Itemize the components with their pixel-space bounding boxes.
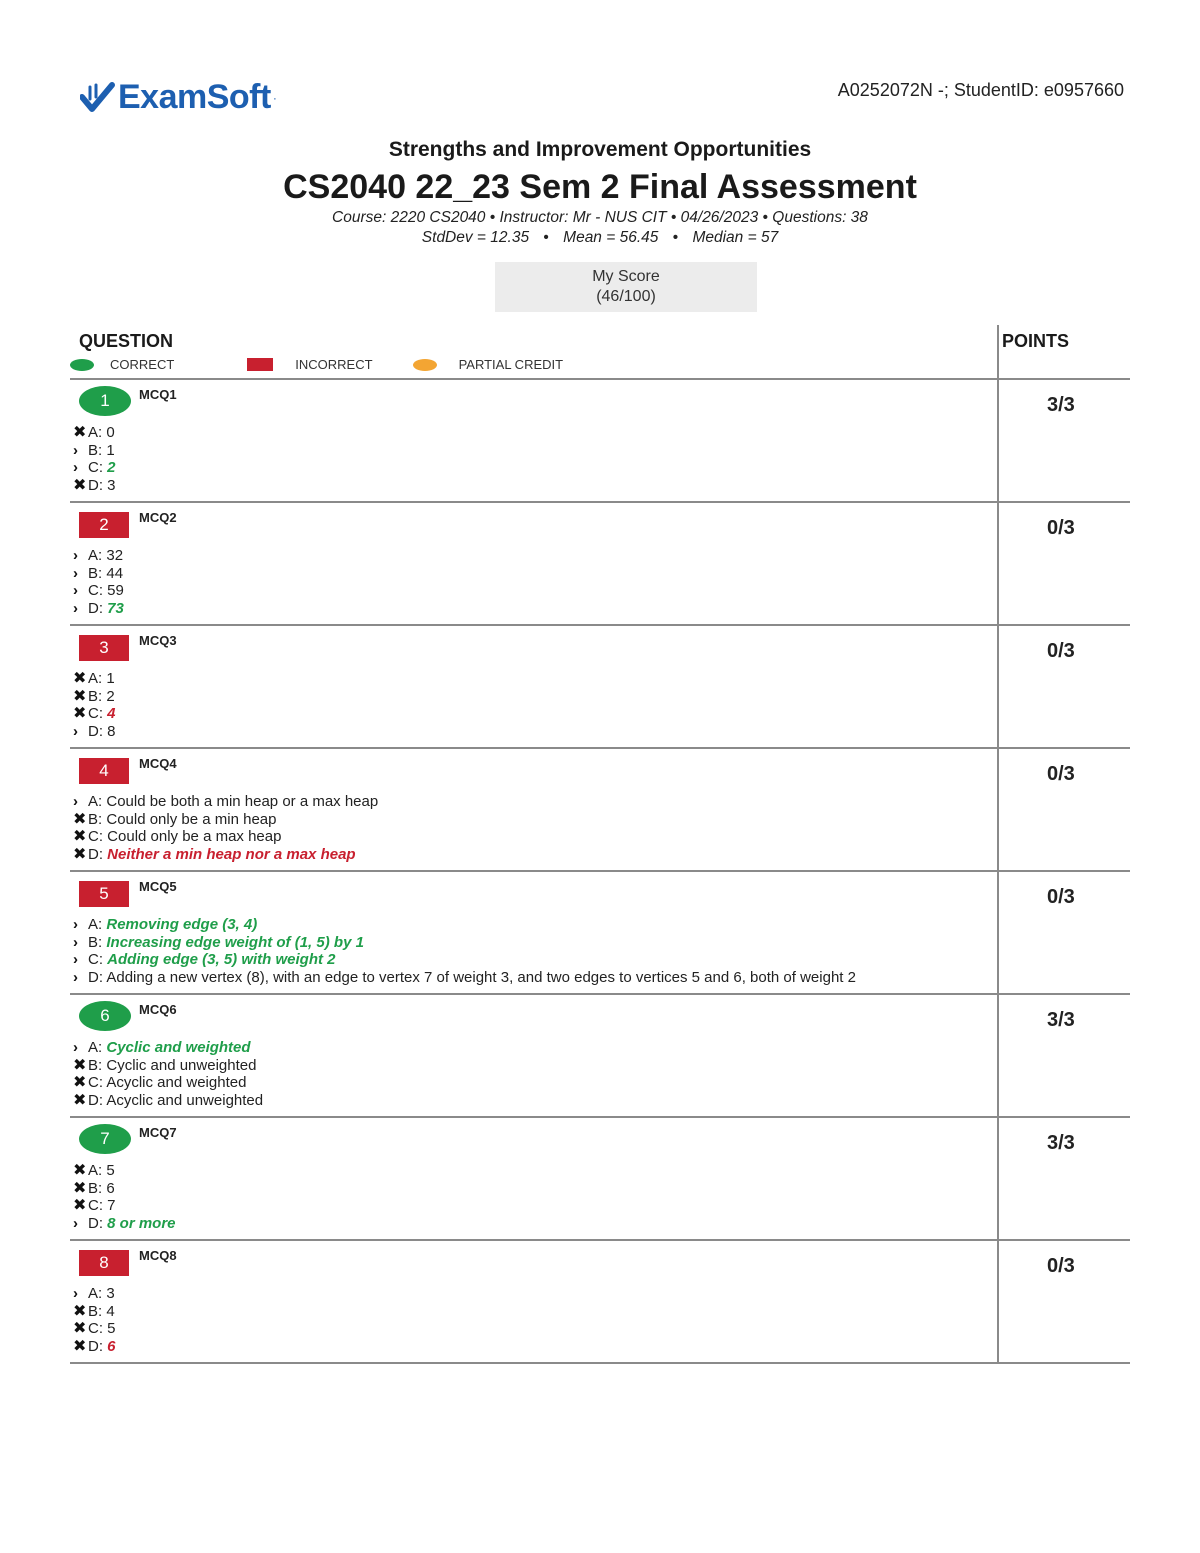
cross-mark-icon: ✖ — [73, 1162, 87, 1179]
chevron-right-icon: › — [73, 951, 78, 969]
exam-date: 04/26/2023 — [680, 209, 759, 226]
mean: Mean = 56.45 — [563, 229, 659, 246]
option-text-highlighted: 8 or more — [107, 1215, 176, 1233]
option-text-highlighted: 2 — [107, 459, 116, 477]
cross-mark-icon: ✖ — [73, 1338, 87, 1356]
option-letter: A: — [88, 1039, 103, 1056]
student-id: A0252072N -; StudentID: e0957660 — [837, 80, 1124, 100]
option-letter: A: — [88, 1285, 103, 1302]
question-name: MCQ8 — [139, 1248, 177, 1263]
option-text: 44 — [106, 564, 124, 582]
answer-option — [73, 846, 378, 864]
cross-mark-icon: ✖ — [73, 1197, 87, 1215]
correct-legend-swatch — [70, 359, 94, 371]
incorrect-badge: 2 — [79, 512, 129, 538]
option-letter: C: — [88, 1197, 103, 1215]
question-count: Questions: 38 — [772, 209, 868, 226]
option-text: Could only be a max heap — [107, 828, 282, 846]
answer-options — [73, 670, 116, 741]
option-letter: D: — [88, 600, 103, 618]
option-text: Adding a new vertex (8), with an edge to vertex 7 of weight 3, and two edges to vertices 5 and 6, both of weight 2 — [106, 969, 856, 987]
answer-option — [73, 1197, 176, 1215]
answer-options — [73, 424, 116, 495]
examsoft-check-icon — [80, 81, 116, 115]
option-text: Could only be a min heap — [106, 810, 277, 828]
question-rows — [70, 380, 1130, 1364]
logo-trademark-dot: · — [272, 90, 277, 105]
answer-options — [73, 547, 124, 618]
option-letter: C: — [88, 1320, 103, 1338]
chevron-right-icon: › — [73, 441, 78, 459]
question-row — [70, 626, 1130, 749]
report-meta-course — [0, 209, 1200, 227]
option-letter: C: — [88, 459, 103, 477]
chevron-right-icon: › — [73, 547, 78, 564]
answer-option — [73, 934, 856, 952]
cross-mark-icon: ✖ — [73, 1320, 87, 1338]
option-text: 8 — [107, 723, 116, 741]
logo-text: ExamSoft — [118, 78, 271, 116]
answer-option — [73, 688, 116, 706]
option-letter: A: — [88, 916, 103, 933]
question-row — [70, 749, 1130, 872]
option-text: 32 — [106, 547, 124, 564]
question-points: 3/3 — [1047, 1009, 1075, 1031]
points-header: POINTS — [1002, 331, 1070, 351]
question-name: MCQ5 — [139, 879, 177, 894]
report-meta-stats — [0, 229, 1200, 247]
option-text: 59 — [107, 582, 124, 600]
correct-legend-label: CORRECT — [110, 357, 175, 372]
bullet: • — [672, 229, 679, 246]
incorrect-badge: 4 — [79, 758, 129, 784]
question-header: QUESTION — [79, 331, 174, 351]
question-name: MCQ4 — [139, 756, 177, 771]
partial-legend-label: PARTIAL CREDIT — [458, 357, 564, 372]
answer-option — [73, 828, 378, 846]
option-text: 6 — [106, 1179, 115, 1197]
option-text: 5 — [107, 1320, 116, 1338]
bullet: • — [670, 209, 677, 226]
question-name: MCQ6 — [139, 1002, 177, 1017]
cross-mark-icon: ✖ — [73, 1056, 87, 1074]
option-letter: B: — [88, 1056, 103, 1074]
question-points: 0/3 — [1047, 640, 1075, 662]
answer-option — [73, 477, 116, 495]
chevron-right-icon: › — [73, 1039, 78, 1056]
option-letter: C: — [88, 1074, 103, 1092]
answer-option — [73, 1162, 176, 1180]
answer-option — [73, 723, 116, 741]
question-points: 0/3 — [1047, 886, 1075, 908]
option-text: 2 — [106, 687, 115, 705]
question-row — [70, 380, 1130, 503]
option-letter: A: — [88, 793, 103, 810]
incorrect-badge: 8 — [79, 1250, 129, 1276]
question-row — [70, 1241, 1130, 1364]
option-letter: C: — [88, 951, 103, 969]
chevron-right-icon: › — [73, 1285, 78, 1302]
option-letter: B: — [88, 687, 103, 705]
answer-options — [73, 1162, 176, 1233]
answer-option — [73, 916, 856, 934]
answer-option — [73, 424, 116, 442]
option-letter: A: — [88, 670, 103, 687]
answer-option — [73, 1338, 116, 1356]
answer-option — [73, 705, 116, 723]
cross-mark-icon: ✖ — [73, 670, 87, 687]
my-score-box — [495, 262, 757, 312]
option-letter: C: — [88, 582, 103, 600]
answer-option — [73, 811, 378, 829]
option-letter: B: — [88, 564, 103, 582]
option-text: Acyclic and weighted — [106, 1074, 247, 1092]
chevron-right-icon: › — [73, 564, 78, 582]
option-letter: D: — [88, 1092, 103, 1110]
chevron-right-icon: › — [73, 933, 78, 951]
my-score-value: (46/100) — [596, 288, 656, 305]
incorrect-badge: 5 — [79, 881, 129, 907]
question-points: 0/3 — [1047, 763, 1075, 785]
option-text: Cyclic and unweighted — [106, 1056, 257, 1074]
option-letter: C: — [88, 705, 103, 723]
incorrect-badge: 3 — [79, 635, 129, 661]
chevron-right-icon: › — [73, 600, 78, 618]
question-name: MCQ3 — [139, 633, 177, 648]
option-letter: C: — [88, 828, 103, 846]
answer-options — [73, 1039, 263, 1110]
answer-option — [73, 1285, 116, 1303]
bullet: • — [489, 209, 496, 226]
option-text: 1 — [106, 441, 115, 459]
option-text: 7 — [107, 1197, 116, 1215]
option-text: Acyclic and unweighted — [106, 1092, 264, 1110]
cross-mark-icon: ✖ — [73, 687, 87, 705]
answer-option — [73, 600, 124, 618]
question-points: 3/3 — [1047, 394, 1075, 416]
option-text-highlighted: 73 — [107, 600, 124, 618]
correct-badge: 7 — [79, 1124, 131, 1154]
option-letter: D: — [88, 477, 103, 495]
report-title: CS2040 22_23 Sem 2 Final Assessment — [283, 168, 917, 206]
cross-mark-icon: ✖ — [73, 1179, 87, 1197]
question-name: MCQ1 — [139, 387, 177, 402]
stddev: StdDev = 12.35 — [421, 229, 530, 246]
option-text-highlighted: 4 — [107, 705, 116, 723]
option-letter: A: — [88, 1162, 103, 1179]
question-name: MCQ2 — [139, 510, 177, 525]
cross-mark-icon: ✖ — [73, 1092, 87, 1110]
answer-option — [73, 1303, 116, 1321]
correct-badge: 6 — [79, 1001, 131, 1031]
option-text-highlighted: Increasing edge weight of (1, 5) by 1 — [106, 933, 364, 951]
chevron-right-icon: › — [73, 1215, 78, 1233]
option-letter: B: — [88, 1179, 103, 1197]
answer-option — [73, 793, 378, 811]
answer-option — [73, 442, 116, 460]
answer-option — [73, 951, 856, 969]
answer-option — [73, 969, 856, 987]
option-text: 4 — [106, 1302, 115, 1320]
report-subtitle: Strengths and Improvement Opportunities — [388, 138, 812, 161]
answer-option — [73, 1092, 263, 1110]
option-text: 3 — [107, 477, 116, 495]
option-text: 0 — [106, 424, 115, 441]
bullet: • — [543, 229, 549, 246]
median: Median = 57 — [692, 229, 779, 246]
answer-options — [73, 916, 856, 987]
question-points: 0/3 — [1047, 1255, 1075, 1277]
option-letter: B: — [88, 1302, 103, 1320]
option-letter: B: — [88, 810, 103, 828]
answer-options — [73, 1285, 116, 1356]
incorrect-legend-swatch — [247, 358, 273, 371]
chevron-right-icon: › — [73, 582, 78, 600]
option-text: 5 — [106, 1162, 115, 1179]
cross-mark-icon: ✖ — [73, 846, 87, 864]
option-text: 3 — [106, 1285, 115, 1302]
answer-option — [73, 670, 116, 688]
instructor: Instructor: Mr - NUS CIT — [499, 209, 667, 226]
option-text-highlighted: Cyclic and weighted — [106, 1039, 251, 1056]
answer-option — [73, 459, 116, 477]
incorrect-legend-label: INCORRECT — [295, 357, 373, 372]
chevron-right-icon: › — [73, 916, 78, 933]
cross-mark-icon: ✖ — [73, 1074, 87, 1092]
question-row — [70, 503, 1130, 626]
option-letter: D: — [88, 969, 103, 987]
option-text-highlighted: Neither a min heap nor a max heap — [107, 846, 356, 864]
answer-option — [73, 1215, 176, 1233]
question-row — [70, 995, 1130, 1118]
answer-options — [73, 793, 378, 864]
cross-mark-icon: ✖ — [73, 477, 87, 495]
legend — [70, 357, 563, 372]
answer-option — [73, 547, 124, 565]
answer-option — [73, 1320, 116, 1338]
question-name: MCQ7 — [139, 1125, 177, 1140]
option-text-highlighted: Removing edge (3, 4) — [106, 916, 258, 933]
option-letter: D: — [88, 846, 103, 864]
course: Course: 2220 CS2040 — [332, 209, 486, 226]
option-letter: D: — [88, 1338, 103, 1356]
cross-mark-icon: ✖ — [73, 705, 87, 723]
question-points: 0/3 — [1047, 517, 1075, 539]
option-letter: B: — [88, 933, 103, 951]
option-text: 1 — [106, 670, 115, 687]
chevron-right-icon: › — [73, 459, 78, 477]
table-header — [70, 325, 1130, 380]
cross-mark-icon: ✖ — [73, 810, 87, 828]
answer-option — [73, 582, 124, 600]
answer-option — [73, 1074, 263, 1092]
cross-mark-icon: ✖ — [73, 424, 87, 441]
question-row — [70, 872, 1130, 995]
cross-mark-icon: ✖ — [73, 1302, 87, 1320]
cross-mark-icon: ✖ — [73, 828, 87, 846]
results-table — [70, 325, 1130, 1364]
question-row — [70, 1118, 1130, 1241]
answer-option — [73, 1057, 263, 1075]
correct-badge: 1 — [79, 386, 131, 416]
option-letter: A: — [88, 424, 103, 441]
answer-option — [73, 565, 124, 583]
my-score-label: My Score — [592, 268, 660, 285]
option-text: Could be both a min heap or a max heap — [106, 793, 379, 810]
answer-option — [73, 1180, 176, 1198]
answer-option — [73, 1039, 263, 1057]
chevron-right-icon: › — [73, 723, 78, 741]
chevron-right-icon: › — [73, 969, 78, 987]
examsoft-logo — [80, 78, 277, 117]
option-letter: B: — [88, 441, 103, 459]
option-letter: A: — [88, 547, 103, 564]
chevron-right-icon: › — [73, 793, 78, 810]
option-letter: D: — [88, 1215, 103, 1233]
bullet: • — [762, 209, 768, 226]
option-text-highlighted: Adding edge (3, 5) with weight 2 — [107, 951, 336, 969]
option-text-highlighted: 6 — [107, 1338, 116, 1356]
question-points: 3/3 — [1047, 1132, 1075, 1154]
option-letter: D: — [88, 723, 103, 741]
partial-legend-swatch — [413, 359, 437, 371]
